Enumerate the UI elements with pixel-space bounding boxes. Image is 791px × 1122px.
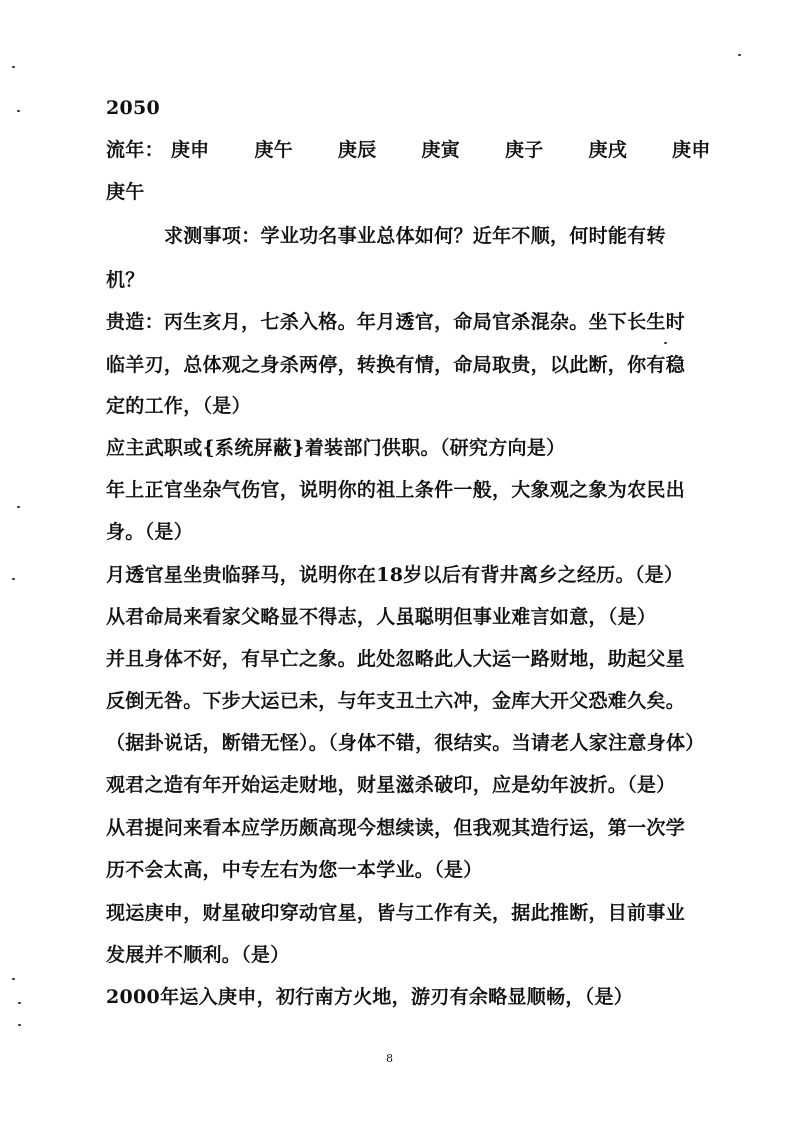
body-line: 从君命局来看家父略显不得志，人虽聪明但事业难言如意，（是） bbox=[106, 606, 657, 628]
liunian-item: 庚申 bbox=[170, 139, 210, 161]
body-line: 发展并不顺利。（是） bbox=[106, 944, 290, 966]
question-cont: 机？ bbox=[106, 269, 145, 291]
body-line: 观君之造有年开始运走财地，财星滋杀破印，应是幼年波折。（是） bbox=[106, 774, 676, 796]
liunian-item: 庚寅 bbox=[421, 139, 461, 161]
liunian-label: 流年： bbox=[106, 139, 164, 161]
body-line: 身。（是） bbox=[106, 521, 194, 543]
scan-speck bbox=[18, 1024, 21, 1026]
liunian-item: 庚申 bbox=[672, 139, 711, 161]
liunian-tail: 庚午 bbox=[106, 181, 145, 203]
liunian-row bbox=[106, 138, 711, 162]
body-line: 月透官星坐贵临驿马，说明你在18岁以后有背井离乡之经历。（是） bbox=[106, 564, 684, 586]
liunian-item: 庚辰 bbox=[337, 139, 377, 161]
question-line: 求测事项：学业功名事业总体如何？近年不顺，何时能有转 bbox=[164, 225, 666, 247]
body-line: 2000年运入庚申，初行南方火地，游刃有余略显顺畅，（是） bbox=[106, 986, 634, 1008]
scan-speck bbox=[12, 978, 15, 980]
scan-speck bbox=[12, 578, 15, 580]
scan-speck bbox=[17, 506, 20, 508]
scan-speck bbox=[17, 110, 20, 112]
body-line: （据卦说话，断错无怪）。（身体不错，很结实。当请老人家注意身体） bbox=[106, 732, 705, 754]
body-line: 贵造：丙生亥月，七杀入格。年月透官，命局官杀混杂。坐下长生时 bbox=[106, 311, 686, 333]
scan-speck bbox=[12, 66, 15, 68]
scan-speck bbox=[738, 54, 741, 56]
page-number: 8 bbox=[386, 1052, 393, 1065]
body-line: 历不会太高，中专左右为您一本学业。（是） bbox=[106, 859, 483, 881]
body-line: 定的工作，（是） bbox=[106, 395, 251, 417]
body-line: 反倒无咎。下步大运已未，与年支丑土六冲，金库大开父恐难久矣。 bbox=[106, 690, 686, 712]
body-line: 临羊刃，总体观之身杀两停，转换有情，命局取贵，以此断，你有稳 bbox=[106, 354, 686, 376]
year-heading: 2050 bbox=[106, 97, 161, 119]
liunian-item: 庚子 bbox=[504, 139, 544, 161]
scan-speck bbox=[664, 342, 667, 344]
liunian-item: 庚戌 bbox=[588, 139, 628, 161]
body-line: 从君提问来看本应学历颇高现今想续读，但我观其造行运，第一次学 bbox=[106, 817, 686, 839]
body-line: 应主武职或{系统屏蔽}着装部门供职。（研究方向是） bbox=[106, 437, 566, 459]
body-line: 现运庚申，财星破印穿动官星，皆与工作有关，据此推断，目前事业 bbox=[106, 902, 686, 924]
body-line: 并且身体不好，有早亡之象。此处忽略此人大运一路财地，助起父星 bbox=[106, 648, 686, 670]
scan-speck bbox=[18, 1002, 21, 1004]
liunian-item: 庚午 bbox=[254, 139, 293, 161]
body-line: 年上正官坐杂气伤官，说明你的祖上条件一般，大象观之象为农民出 bbox=[106, 479, 686, 501]
